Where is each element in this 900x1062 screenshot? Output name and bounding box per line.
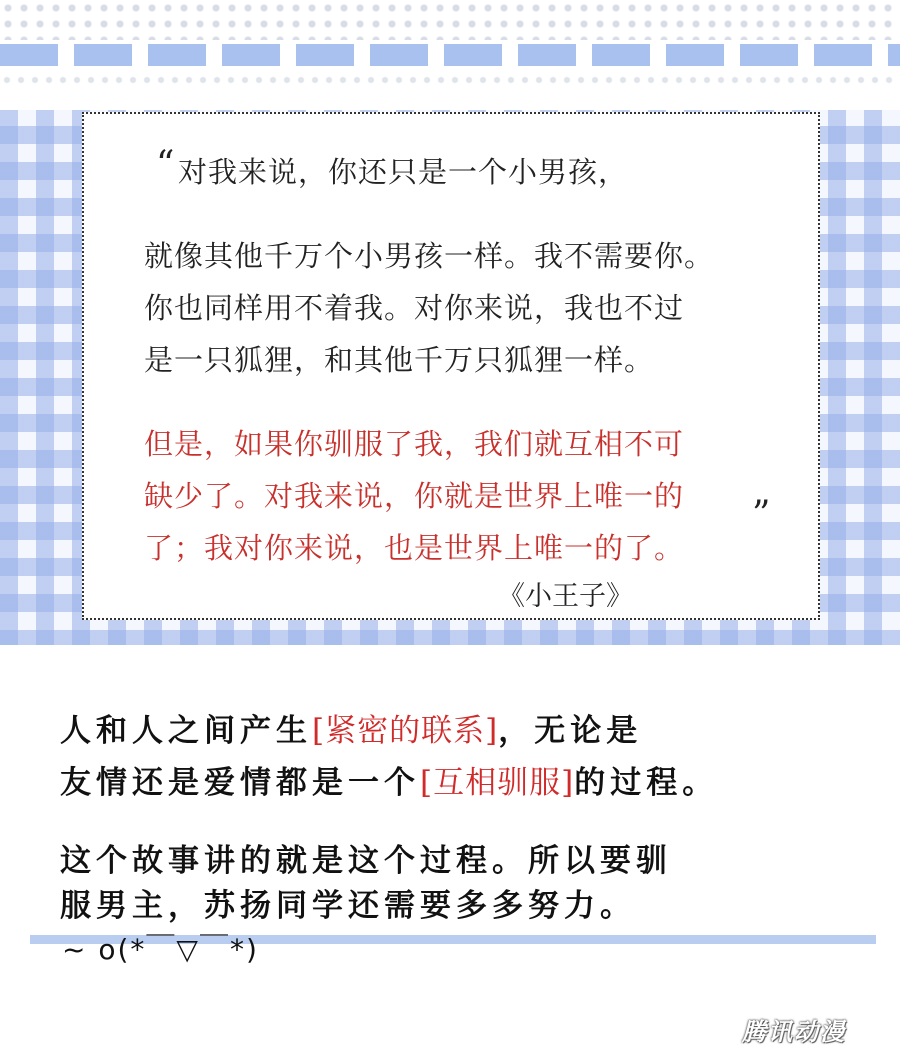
commentary-line-4: 服男主，苏扬同学还需要多多努力。 [60, 888, 636, 924]
open-quote-mark: “ [156, 144, 175, 185]
lace-ribbon [0, 44, 900, 66]
quote-line-4: 是一只狐狸，和其他千万只狐狸一样。 [144, 343, 655, 377]
close-quote-mark: ” [752, 494, 771, 535]
commentary-line-2-b: 的过程。 [574, 765, 719, 801]
commentary-line-1 [60, 705, 642, 750]
lace-trim [0, 0, 900, 110]
book-title: 《小王子》 [498, 581, 633, 612]
commentary-line-1-b: ，无论是 [498, 713, 643, 749]
highlight-mutual-taming: [互相驯服] [420, 765, 575, 801]
highlight-close-bond: [紧密的联系] [312, 713, 499, 749]
quote-red-line-2: 缺少了。对我来说，你就是世界上唯一的 [144, 479, 685, 513]
quote-red-line-3: 了；我对你来说，也是世界上唯一的了。 [144, 531, 685, 565]
quote-red-line-1: 但是，如果你驯服了我，我们就互相不可 [144, 427, 685, 461]
lace-pattern [0, 0, 900, 40]
lace-dots [0, 70, 900, 90]
quote-line-3: 你也同样用不着我。对你来说，我也不过 [144, 291, 685, 325]
commentary-line-2-a: 友情还是爱情都是一个 [60, 765, 420, 801]
commentary-line-2 [60, 757, 718, 802]
quote-card [82, 112, 820, 620]
quote-line-2: 就像其他千万个小男孩一样。我不需要你。 [144, 239, 715, 273]
commentary-line-3: 这个故事讲的就是这个过程。所以要驯 [60, 843, 672, 879]
commentary-line-1-a: 人和人之间产生 [60, 713, 312, 749]
emoticon: ~ o(*￣▽￣*) [62, 933, 259, 966]
watermark-logo: 腾讯动漫 [742, 1018, 846, 1046]
quote-line-1: 对我来说，你还只是一个小男孩， [178, 155, 629, 189]
